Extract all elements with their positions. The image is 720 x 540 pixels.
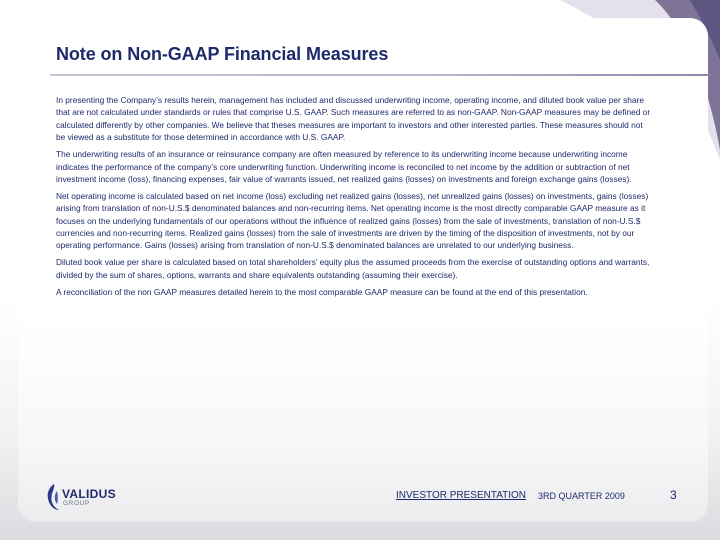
title-underline — [50, 74, 710, 76]
paragraph-intro: In presenting the Company’s results herein, management has included and discussed underwriting income, operating income, and diluted book value per share that are not calculated under standards or rules that comprise U.S. GAAP. Such measures are referred to as non-GAAP. Non-GAAP measures may be defined or calculated differently by other companies. We believe that theses measures are important to investors and other interested parties. These measures should not be viewed as a substitute for those determined in accordance with U.S. GAAP. — [56, 95, 651, 143]
footer-quarter-label: 3RD QUARTER 2009 — [538, 491, 625, 501]
logo-wordmark: VALIDUS — [62, 487, 116, 501]
logo-subtitle: GROUP — [63, 500, 90, 507]
validus-logo — [44, 482, 124, 512]
paragraph-underwriting-income: The underwriting results of an insurance or reinsurance company are often measured by reference to its underwriting income because underwriting income indicates the performance of the company’s core underwriting function. Underwriting income is reconciled to net income by the addition or subtraction of net investment income (loss), financing expenses, fair value of warrants issued, net realized gains (losses) on investments and foreign exchange gains (losses). — [56, 149, 632, 184]
footer-presentation-label: INVESTOR PRESENTATION — [396, 490, 527, 501]
page-number: 3 — [670, 488, 677, 502]
slide-title: Note on Non-GAAP Financial Measures — [56, 44, 389, 64]
paragraph-net-operating-income: Net operating income is calculated based on net income (loss) excluding net realized gains (losses), net unrealized gains (losses) on investments, gains (losses) arising from translation of non-U.S.$ denominated balances and non-recurring items. Net operating income is the most directly comparable GAAP measure as it focuses on the underlying fundamentals of our operations without the influence of realized gains (losses) from the sale of investments, translation of non-U.S.$ currencies and non-recurring items. Realized gains (losses) from the sale of investments are driven by the timing of the disposition of investments, not by our operating performance. Gains (losses) arising from translation of non-U.S.$ denominated balances are unrelated to our underlying business. — [56, 190, 649, 251]
slide-body — [56, 94, 653, 303]
validus-wave-logo-icon — [44, 482, 62, 512]
paragraph-diluted-book-value: Diluted book value per share is calculated based on total shareholders’ equity plus the assumed proceeds from the exercise of outstanding options and warrants, divided by the sum of shares, options, warrants and share equivalents outstanding (assuming their exercise). — [56, 257, 650, 280]
paragraph-reconciliation: A reconciliation of the non GAAP measures detailed herein to the most comparable GAAP measure can be found at the end of this presentation. — [56, 286, 588, 297]
